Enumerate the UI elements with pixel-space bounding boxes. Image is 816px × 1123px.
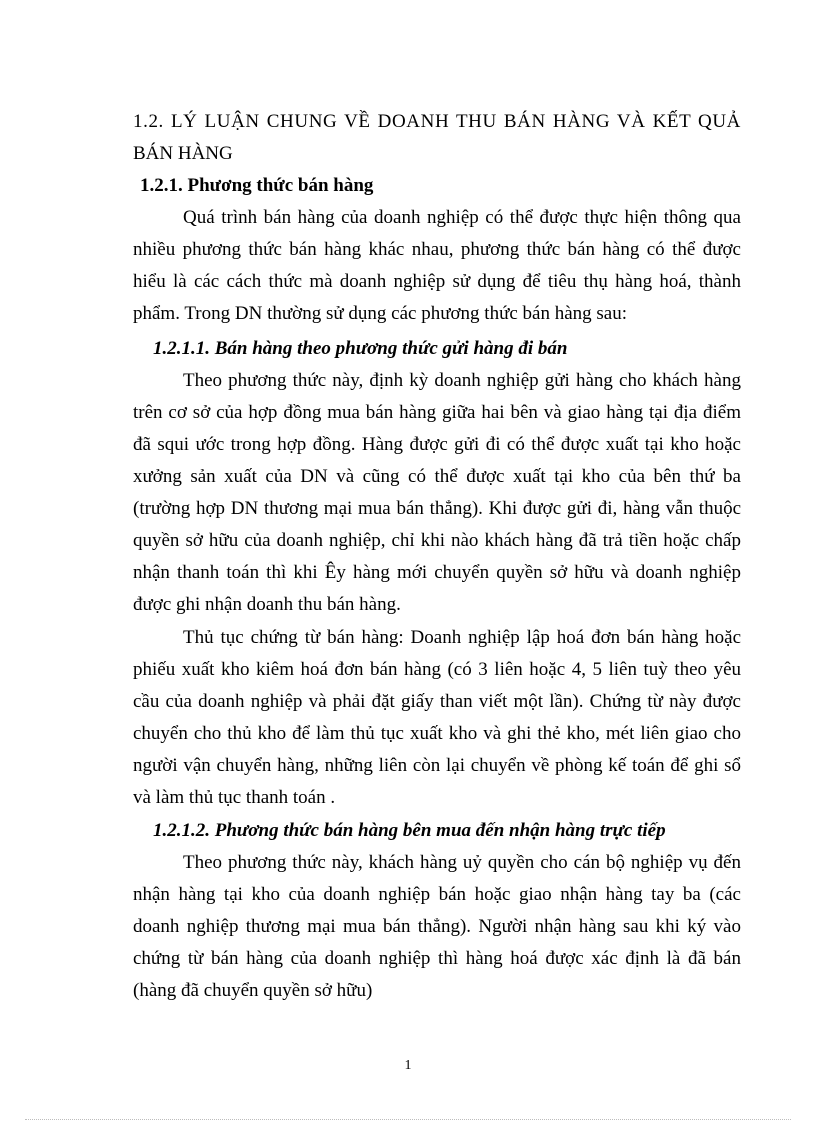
paragraph-1211-a-line: được ghi nhận doanh thu bán hàng. bbox=[133, 594, 401, 615]
subsection-1-2-1-title: 1.2.1. Phương thức bán hàng bbox=[140, 175, 374, 196]
paragraph-1212-line: nhận hàng tại kho của doanh nghiệp bán hoặc giao nhận hàng tay ba (các bbox=[133, 884, 741, 905]
section-heading-line-2: BÁN HÀNG bbox=[133, 143, 233, 164]
paragraph-1211-b-line: người vận chuyển hàng, những liên còn lại chuyển về phòng kế toán để ghi sổ bbox=[133, 755, 741, 776]
intro-paragraph-line: hiểu là các cách thức mà doanh nghiệp sử dụng để tiêu thụ hàng hoá, thành bbox=[133, 271, 741, 292]
paragraph-1211-a-line: xưởng sản xuất của DN và cũng có thể được xuất tại kho của bên thứ ba bbox=[133, 466, 741, 487]
paragraph-1211-a-line: Theo phương thức này, định kỳ doanh nghiệp gửi hàng cho khách hàng bbox=[183, 370, 741, 391]
paragraph-1211-a-line: trên cơ sở của hợp đồng mua bán hàng giữa hai bên và giao hàng tại địa điểm bbox=[133, 402, 741, 423]
paragraph-1211-a-line: nhận thanh toán thì khi Êy hàng mới chuyển quyền sở hữu và doanh nghiệp bbox=[133, 562, 741, 583]
page-bottom-divider bbox=[25, 1119, 791, 1120]
subsection-1-2-1-2-title: 1.2.1.2. Phương thức bán hàng bên mua đến nhận hàng trực tiếp bbox=[153, 820, 666, 841]
intro-paragraph-line: phẩm. Trong DN thường sử dụng các phương thức bán hàng sau: bbox=[133, 303, 628, 324]
intro-paragraph-line: nhiều phương thức bán hàng khác nhau, phương thức bán hàng có thể được bbox=[133, 239, 741, 260]
paragraph-1211-b-line: cầu của doanh nghiệp và phải đặt giấy than viết một lần). Chứng từ này được bbox=[133, 691, 741, 712]
paragraph-1211-b-line: chuyển cho thủ kho để làm thủ tục xuất kho và ghi thẻ kho, mét liên giao cho bbox=[133, 723, 741, 744]
paragraph-1212-line: Theo phương thức này, khách hàng uỷ quyền cho cán bộ nghiệp vụ đến bbox=[183, 852, 741, 873]
paragraph-1212-line: (hàng đã chuyển quyền sở hữu) bbox=[133, 980, 373, 1001]
section-heading-line-1: 1.2. LÝ LUẬN CHUNG VỀ DOANH THU BÁN HÀNG VÀ KẾT QUẢ bbox=[133, 111, 741, 132]
paragraph-1212-line: chứng từ bán hàng của doanh nghiệp thì hàng hoá được xác định là đã bán bbox=[133, 948, 741, 969]
paragraph-1211-a-line: (trường hợp DN thương mại mua bán thẳng). Khi được gửi đi, hàng vẫn thuộc bbox=[133, 498, 741, 519]
intro-paragraph-line: Quá trình bán hàng của doanh nghiệp có thể được thực hiện thông qua bbox=[183, 207, 741, 228]
page-number: 1 bbox=[404, 1058, 412, 1073]
paragraph-1211-a-line: quyền sở hữu của doanh nghiệp, chỉ khi nào khách hàng đã trả tiền hoặc chấp bbox=[133, 530, 741, 551]
paragraph-1212-line: doanh nghiệp thương mại mua bán thẳng). Người nhận hàng sau khi ký vào bbox=[133, 916, 741, 937]
paragraph-1211-a-line: đã squi ước trong hợp đồng. Hàng được gửi đi có thể được xuất tại kho hoặc bbox=[133, 434, 741, 455]
subsection-1-2-1-1-title: 1.2.1.1. Bán hàng theo phương thức gửi hàng đi bán bbox=[153, 338, 568, 359]
paragraph-1211-b-line: phiếu xuất kho kiêm hoá đơn bán hàng (có 3 liên hoặc 4, 5 liên tuỳ theo yêu bbox=[133, 659, 741, 680]
paragraph-1211-b-line: và làm thủ tục thanh toán . bbox=[133, 787, 336, 808]
paragraph-1211-b-line: Thủ tục chứng từ bán hàng: Doanh nghiệp lập hoá đơn bán hàng hoặc bbox=[183, 627, 741, 648]
